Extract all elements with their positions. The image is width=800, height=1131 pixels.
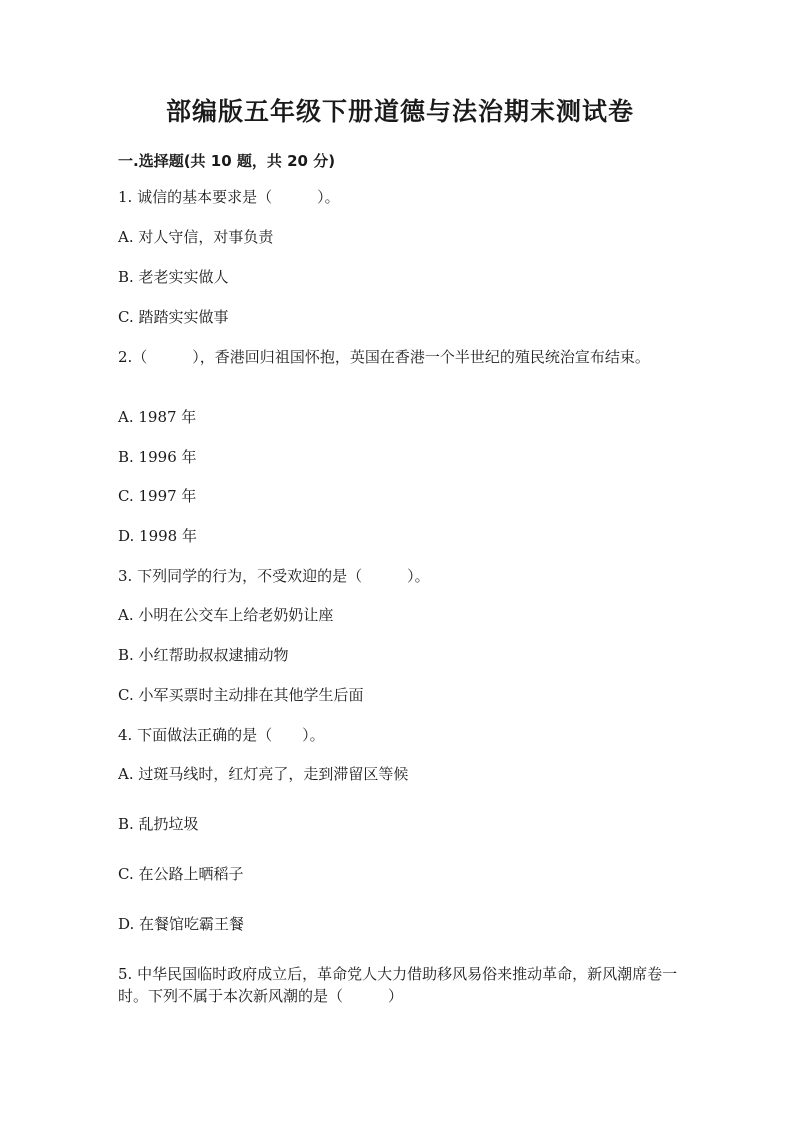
question-4-option-a: A. 过斑马线时，红灯亮了，走到滞留区等候: [118, 765, 409, 783]
question-3-option-c: C. 小军买票时主动排在其他学生后面: [118, 686, 364, 704]
question-3-option-b: B. 小红帮助叔叔逮捕动物: [118, 646, 289, 664]
question-2-option-d: D. 1998 年: [118, 527, 197, 545]
question-3-option-a: A. 小明在公交车上给老奶奶让座: [118, 606, 334, 624]
question-4-stem: 4. 下面做法正确的是（ ）。: [118, 726, 325, 744]
question-2-option-c: C. 1997 年: [118, 487, 197, 505]
question-2-option-a: A. 1987 年: [118, 408, 197, 426]
question-1-option-c: C. 踏踏实实做事: [118, 308, 229, 326]
question-4-option-b: B. 乱扔垃圾: [118, 815, 199, 833]
question-2-option-b: B. 1996 年: [118, 448, 197, 466]
question-2-stem: 2.（ ），香港回归祖国怀抱，英国在香港一个半世纪的殖民统治宣布结束。: [118, 348, 650, 366]
question-4-option-d: D. 在餐馆吃霸王餐: [118, 915, 245, 933]
exam-title: 部编版五年级下册道德与法治期末测试卷: [165, 97, 634, 126]
question-1-option-a: A. 对人守信，对事负责: [118, 228, 274, 246]
question-3-stem: 3. 下列同学的行为，不受欢迎的是（ ）。: [118, 567, 430, 585]
question-5-stem: 5. 中华民国临时政府成立后，革命党人大力借助移风易俗来推动革命，新风潮席卷一时。下列不属于本次新风潮的是（ ）: [118, 965, 678, 1005]
question-4-option-c: C. 在公路上晒稻子: [118, 865, 244, 883]
section-heading: 一.选择题(共 10 题，共 20 分): [118, 152, 336, 170]
question-1-stem: 1. 诚信的基本要求是（ ）。: [118, 188, 340, 206]
question-1-option-b: B. 老老实实做人: [118, 268, 229, 286]
